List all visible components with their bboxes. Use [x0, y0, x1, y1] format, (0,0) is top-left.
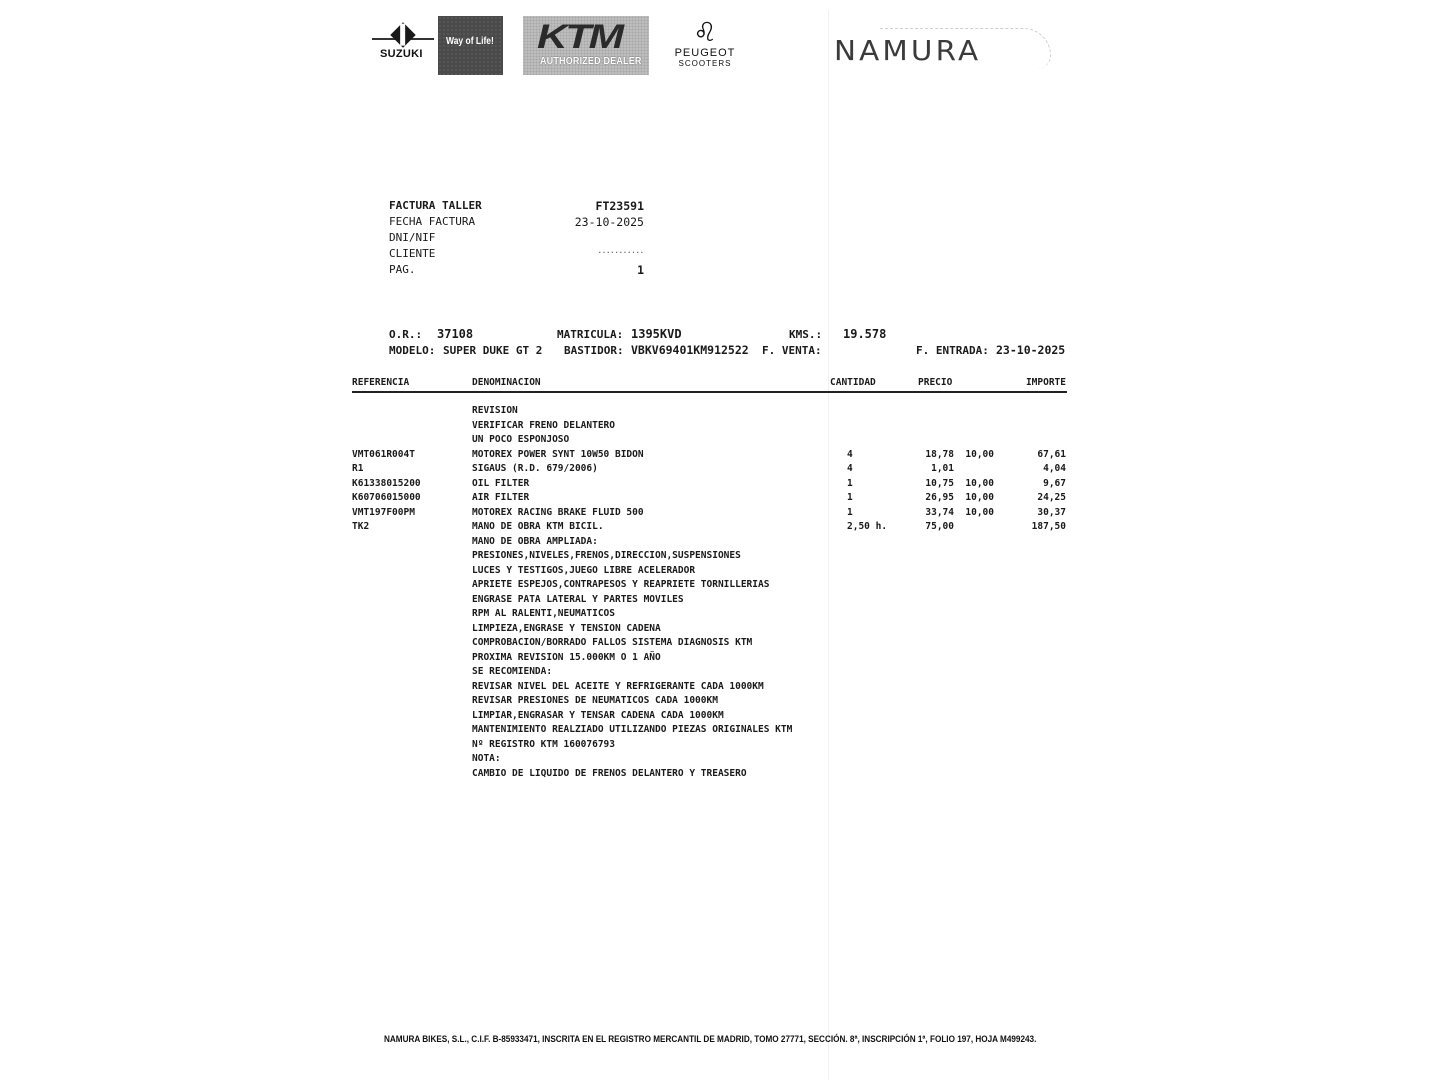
page-number: 1: [637, 263, 644, 277]
table-row: [0, 637, 1440, 651]
table-row: [0, 724, 1440, 738]
amount-cell: 30,37: [1037, 506, 1066, 518]
matricula-value: 1395KVD: [631, 327, 682, 341]
way-of-life-logo: [438, 16, 503, 75]
col-importe: IMPORTE: [1025, 377, 1066, 388]
suzuki-wordmark: SUZUKI: [380, 48, 423, 60]
table-row: [0, 565, 1440, 579]
denomination-cell: PROXIMA REVISION 15.000KM O 1 AÑO: [472, 651, 661, 663]
table-row: [0, 666, 1440, 680]
denomination-cell: MANTENIMIENTO REALZIADO UTILIZANDO PIEZAS ORIGINALES KTM: [472, 724, 793, 736]
table-row: [0, 608, 1440, 622]
table-row: [0, 579, 1440, 593]
f-entrada-label: F. ENTRADA:: [916, 344, 989, 357]
denomination-cell: NOTA:: [472, 753, 501, 765]
table-row: [0, 405, 1440, 419]
denomination-cell: UN POCO ESPONJOSO: [472, 434, 570, 446]
denomination-cell: SE RECOMIENDA:: [472, 666, 553, 678]
denomination-cell: Nº REGISTRO KTM 160076793: [472, 738, 615, 750]
amount-cell: 67,61: [1037, 448, 1066, 460]
ktm-authorized-dealer: AUTHORIZED DEALER: [540, 56, 642, 67]
denomination-cell: CAMBIO DE LIQUIDO DE FRENOS DELANTERO Y TREASERO: [472, 768, 747, 779]
suzuki-s-icon: [390, 22, 415, 47]
cliente-value: ...........: [597, 247, 644, 255]
price-cell: 26,95: [925, 492, 954, 504]
amount-cell: 187,50: [1031, 521, 1066, 533]
table-row: [0, 550, 1440, 564]
quantity-cell: 1: [847, 506, 853, 518]
amount-cell: 24,25: [1037, 492, 1066, 504]
col-precio: PRECIO: [918, 377, 953, 388]
denomination-cell: LIMPIAR,ENGRASAR Y TENSAR CADENA CADA 1000KM: [472, 709, 724, 721]
quantity-cell: 1: [847, 477, 853, 489]
denomination-cell: REVISAR PRESIONES DE NEUMATICOS CADA 1000KM: [472, 695, 718, 707]
table-row: [0, 768, 1440, 782]
table-row: [0, 463, 1440, 477]
denomination-cell: REVISION: [472, 405, 518, 416]
reference-cell: TK2: [352, 521, 370, 533]
reference-cell: K61338015200: [352, 477, 421, 489]
way-of-life-text: Way of Life!: [446, 36, 494, 47]
invoice-date-label: FECHA FACTURA: [389, 215, 476, 228]
denomination-cell: OIL FILTER: [472, 477, 530, 489]
table-row: [0, 449, 1440, 463]
col-denominacion: DENOMINACION: [472, 377, 541, 388]
peugeot-lion-icon: ♌: [695, 14, 715, 49]
page-label: PAG.: [389, 263, 416, 276]
dni-nif-label: DNI/NIF: [389, 231, 436, 244]
denomination-cell: SIGAUS (R.D. 679/2006): [472, 463, 598, 475]
invoice-date: 23-10-2025: [574, 215, 644, 229]
kms-value: 19.578: [843, 327, 887, 341]
invoice-type-label: FACTURA TALLER: [389, 199, 482, 212]
table-row: [0, 652, 1440, 666]
table-row: [0, 594, 1440, 608]
modelo-value: SUPER DUKE GT 2: [443, 344, 543, 357]
ktm-wordmark: KTM: [537, 18, 622, 56]
invoice-number: FT23591: [595, 199, 644, 213]
modelo-label: MODELO:: [389, 344, 436, 357]
peugeot-scooters: SCOOTERS: [678, 59, 732, 68]
denomination-cell: MANO DE OBRA AMPLIADA:: [472, 535, 598, 547]
price-cell: 10,75: [925, 477, 954, 489]
quantity-cell: 2,50 h.: [847, 521, 888, 533]
denomination-cell: MOTOREX POWER SYNT 10W50 BIDON: [472, 448, 644, 460]
table-row: [0, 420, 1440, 434]
denomination-cell: AIR FILTER: [472, 492, 530, 504]
reference-cell: VMT061R004T: [352, 448, 415, 460]
amount-cell: 4,04: [1043, 463, 1066, 475]
suzuki-logo: [372, 24, 434, 64]
bastidor-value: VBKV69401KM912522: [631, 343, 749, 357]
denomination-cell: LUCES Y TESTIGOS,JUEGO LIBRE ACELERADOR: [472, 564, 696, 576]
reference-cell: K60706015000: [352, 492, 421, 504]
table-row: [0, 521, 1440, 535]
amount-cell: 9,67: [1043, 477, 1066, 489]
namura-logo: NAMURA: [834, 34, 982, 67]
bastidor-label: BASTIDOR:: [564, 344, 624, 357]
price-cell: 18,78: [925, 448, 954, 460]
price-cell: 33,74: [925, 506, 954, 518]
col-referencia: REFERENCIA: [352, 377, 410, 388]
kms-label: KMS.:: [789, 328, 823, 341]
cliente-label: CLIENTE: [389, 247, 436, 260]
denomination-cell: COMPROBACION/BORRADO FALLOS SISTEMA DIAGNOSIS KTM: [472, 637, 753, 649]
ktm-logo: [523, 16, 649, 75]
price-cell: 75,00: [925, 521, 954, 533]
or-label: O.R.:: [389, 328, 423, 341]
denomination-cell: VERIFICAR FRENO DELANTERO: [472, 419, 615, 431]
discount-cell: 10,00: [965, 448, 994, 460]
table-row: [0, 478, 1440, 492]
table-row: [0, 507, 1440, 521]
legal-footer: NAMURA BIKES, S.L., C.I.F. B-85933471, INSCRITA EN EL REGISTRO MERCANTIL DE MADRID, TOMO 27771, SECCIÓN. 8ª, INSCRIPCIÓN 1ª, FOLIO 197, HOJA M499243.: [384, 1034, 1037, 1045]
discount-cell: 10,00: [965, 477, 994, 489]
f-venta-label: F. VENTA:: [762, 344, 822, 357]
discount-cell: 10,00: [965, 492, 994, 504]
table-row: [0, 536, 1440, 550]
quantity-cell: 1: [847, 492, 853, 504]
denomination-cell: REVISAR NIVEL DEL ACEITE Y REFRIGERANTE CADA 1000KM: [472, 680, 764, 692]
f-entrada-value: 23-10-2025: [996, 343, 1066, 357]
table-row: [0, 695, 1440, 709]
denomination-cell: RPM AL RALENTI,NEUMATICOS: [472, 608, 615, 620]
denomination-cell: ENGRASE PATA LATERAL Y PARTES MOVILES: [472, 593, 684, 605]
discount-cell: 10,00: [965, 506, 994, 518]
table-row: [0, 623, 1440, 637]
or-value: 37108: [437, 327, 474, 341]
header-rule: [352, 391, 1067, 393]
price-cell: 1,01: [931, 463, 954, 475]
denomination-cell: MANO DE OBRA KTM BICIL.: [472, 521, 604, 533]
table-row: [0, 710, 1440, 724]
table-row: [0, 434, 1440, 448]
denomination-cell: LIMPIEZA,ENGRASE Y TENSION CADENA: [472, 622, 661, 634]
quantity-cell: 4: [847, 448, 853, 460]
table-row: [0, 492, 1440, 506]
matricula-label: MATRICULA:: [557, 328, 624, 341]
denomination-cell: APRIETE ESPEJOS,CONTRAPESOS Y REAPRIETE TORNILLERIAS: [472, 579, 770, 591]
table-row: [0, 739, 1440, 753]
quantity-cell: 4: [847, 463, 853, 475]
table-row: [0, 681, 1440, 695]
peugeot-logo: [665, 16, 745, 80]
col-cantidad: CANTIDAD: [830, 377, 876, 388]
reference-cell: R1: [352, 463, 364, 475]
denomination-cell: MOTOREX RACING BRAKE FLUID 500: [472, 506, 644, 518]
peugeot-wordmark: PEUGEOT: [674, 47, 736, 59]
reference-cell: VMT197F00PM: [352, 506, 415, 518]
table-row: [0, 753, 1440, 767]
denomination-cell: PRESIONES,NIVELES,FRENOS,DIRECCION,SUSPENSIONES: [472, 550, 741, 562]
